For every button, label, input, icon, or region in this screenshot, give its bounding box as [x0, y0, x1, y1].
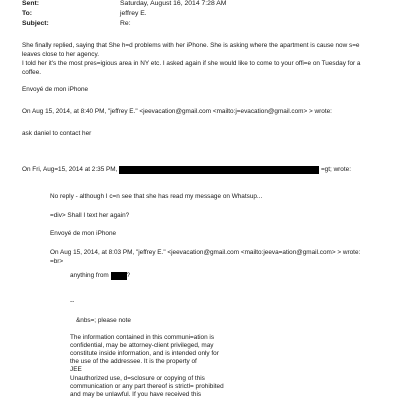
sent-value: Saturday, August 16, 2014 7:28 AM [120, 0, 227, 7]
redaction-block [119, 166, 319, 174]
signature-1: Envoyé de mon iPhone [22, 86, 89, 93]
quote-div-line: =div> Shall I text her again? [50, 212, 130, 219]
disclaimer-line-5: JEE [70, 366, 82, 373]
quote-br-line: =br> [50, 258, 64, 265]
subject-label: Subject: [22, 20, 49, 27]
to-label: To: [22, 10, 33, 17]
disclaimer-line-4: the use of the addressee. It is the property of [70, 358, 197, 365]
body-line-1: She finally replied, saying that She h=d problems with her iPhone. She is asking where the apartment is cause now s=e [22, 42, 360, 49]
quote-header-2-suffix: =gt; wrote: [320, 166, 351, 173]
disclaimer-line-3: constitute inside information, and is intended only for [70, 350, 219, 357]
quote-header-3: On Aug 15, 2014, at 8:03 PM, "jeffrey E." <jeevacation@gmail.com <mailto:jeeva=ation@gmail.com> > wrote: [50, 249, 361, 256]
quote-header-2-prefix: On Fri, Aug=15, 2014 at 2:35 PM, [22, 166, 118, 173]
disclaimer-line-1: The information contained in this communi=ation is [70, 334, 215, 341]
anything-suffix: ? [126, 272, 131, 279]
disclaimer-line-7: communication or any part thereof is strictl= prohibited [70, 383, 224, 390]
disclaimer-line-8: and may be unlawful. If you have received this [70, 391, 202, 398]
quote-body-1: ask daniel to contact her [22, 130, 92, 137]
quote-header-1: On Aug 15, 2014, at 8:40 PM, "jeffrey E." <jeevacation@gmail.com <mailto:j=evacation@gmail.com> > wrote: [22, 108, 332, 115]
nbsp-line: &nbs=; please note [76, 317, 131, 324]
anything-line [70, 272, 130, 280]
sent-label: Sent: [22, 0, 39, 7]
redaction-block [111, 272, 127, 280]
quote-header-2 [22, 166, 351, 174]
disclaimer-line-2: confidential, may be attorney-client privileged, may [70, 342, 214, 349]
body-line-4: coffee. [22, 69, 42, 76]
dashes-line: -- [70, 298, 75, 305]
body-line-3: I told her it's the most pres=igious area in NY etc. I asked again if she would like to come to your offi=e on Tuesday for a [22, 60, 361, 67]
quote-body-2: No reply - although I c=n see that she has read my message on Whatsup... [50, 193, 263, 200]
body-line-2: leaves close to her agency. [22, 51, 99, 58]
anything-prefix: anything from [70, 272, 109, 279]
signature-2: Envoyé de mon iPhone [50, 230, 117, 237]
subject-value: Re: [120, 20, 131, 27]
to-value: jeffrey E. [120, 10, 147, 17]
disclaimer-line-6: Unauthorized use, d=sclosure or copying of this [70, 375, 205, 382]
